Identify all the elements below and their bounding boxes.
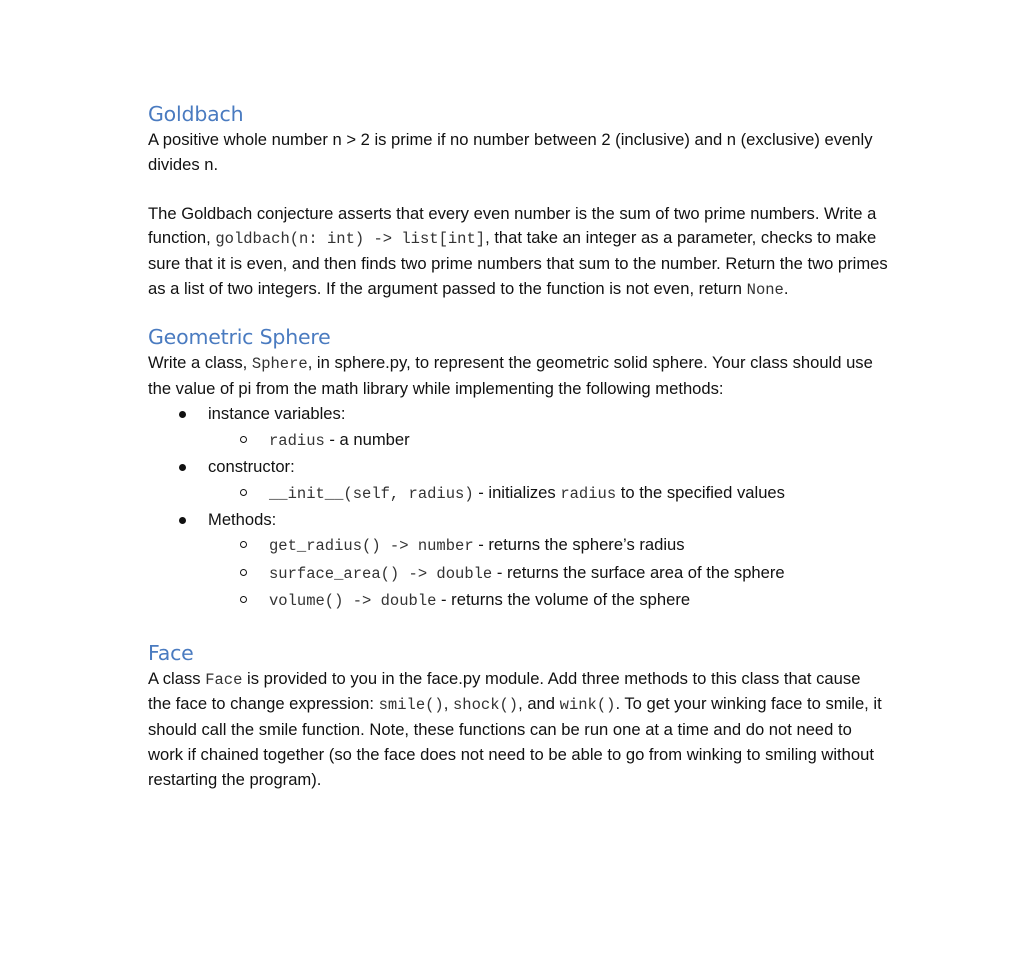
goldbach-task-text: . [783,278,789,298]
sphere-intro-text: Write a class, [148,352,252,372]
init-item [208,480,888,507]
sphere-section [148,323,888,615]
face-section [148,639,888,793]
face-class-code: Face [205,670,243,689]
radius-item [208,427,888,454]
init-code: __init__(self, radius) [269,484,474,503]
instance-variables-label: instance variables: [208,404,346,424]
face-heading: Face [148,640,194,665]
wink-code: wink() [559,696,616,715]
get-radius-desc: - returns the sphere’s radius [473,535,685,555]
paragraph-gap [148,178,888,202]
face-task [148,667,888,793]
surface-area-item [208,560,888,587]
shock-code: shock() [452,696,519,715]
hollow-bullet-icon [240,489,247,496]
constructor-item [148,454,888,507]
volume-item [208,587,888,614]
smile-code: smile() [378,696,444,715]
get-radius-item [208,532,888,559]
hollow-bullet-icon [240,596,247,603]
sphere-spec-list [148,401,888,614]
goldbach-task-text: , that take an integer as a parameter, checks to make sure that it is even, and then finds two prime numbers that sum to the number. Return the two primes as a list of two integers. If the argument passed to the function is not even, return [148,228,888,298]
sphere-heading: Geometric Sphere [148,324,331,349]
hollow-bullet-icon [240,436,247,443]
goldbach-task-text: The Goldbach conjecture asserts that every even number is the sum of two prime numbers. Write a function, [148,203,877,248]
face-text: A class [148,668,206,688]
sphere-intro-text: , in sphere.py, to represent the geometric solid sphere. Your class should use the value of pi from the math library while implementing the following methods: [148,352,873,398]
face-text: . To get your winking face to smile, it should call the smile function. Note, these functions can be run one at a time and do not need to work if chained together (so the face does not need to be able to go from winking to smiling without restarting the program). [148,694,882,789]
face-text: , [443,694,453,714]
goldbach-section [148,100,888,303]
constructor-list [208,480,888,507]
instance-variables-list [208,427,888,454]
methods-list [208,532,888,614]
init-desc: - initializes [473,482,561,502]
instance-variables-item [148,401,888,454]
sphere-class-code: Sphere [251,354,308,373]
bullet-icon [179,517,186,524]
radius-desc: - a number [324,429,410,449]
radius-code: radius [269,431,325,450]
goldbach-task [148,202,888,303]
methods-item [148,507,888,615]
hollow-bullet-icon [240,541,247,548]
volume-desc: - returns the volume of the sphere [436,590,691,610]
surface-area-code: surface_area() -> double [269,564,493,583]
face-text: , and [518,694,560,714]
bullet-icon [179,411,186,418]
document-page [148,100,888,793]
volume-code: volume() -> double [269,592,437,611]
surface-area-desc: - returns the surface area of the sphere [492,562,785,582]
none-code: None [746,280,784,299]
methods-label: Methods: [208,510,277,529]
get-radius-code: get_radius() -> number [269,537,474,556]
radius-code: radius [560,484,617,503]
sphere-intro [148,351,888,402]
hollow-bullet-icon [240,569,247,576]
goldbach-definition: A positive whole number n > 2 is prime if no number between 2 (inclusive) and n (exclusive) evenly divides n. [148,130,873,174]
bullet-icon [179,464,186,471]
init-desc: to the specified values [616,482,785,502]
goldbach-signature-code: goldbach(n: int) -> list[int] [215,230,486,249]
constructor-label: constructor: [208,457,295,477]
face-text: is provided to you in the face.py module. Add three methods to this class that cause the face to change expression: [148,668,861,714]
goldbach-heading: Goldbach [148,102,244,126]
